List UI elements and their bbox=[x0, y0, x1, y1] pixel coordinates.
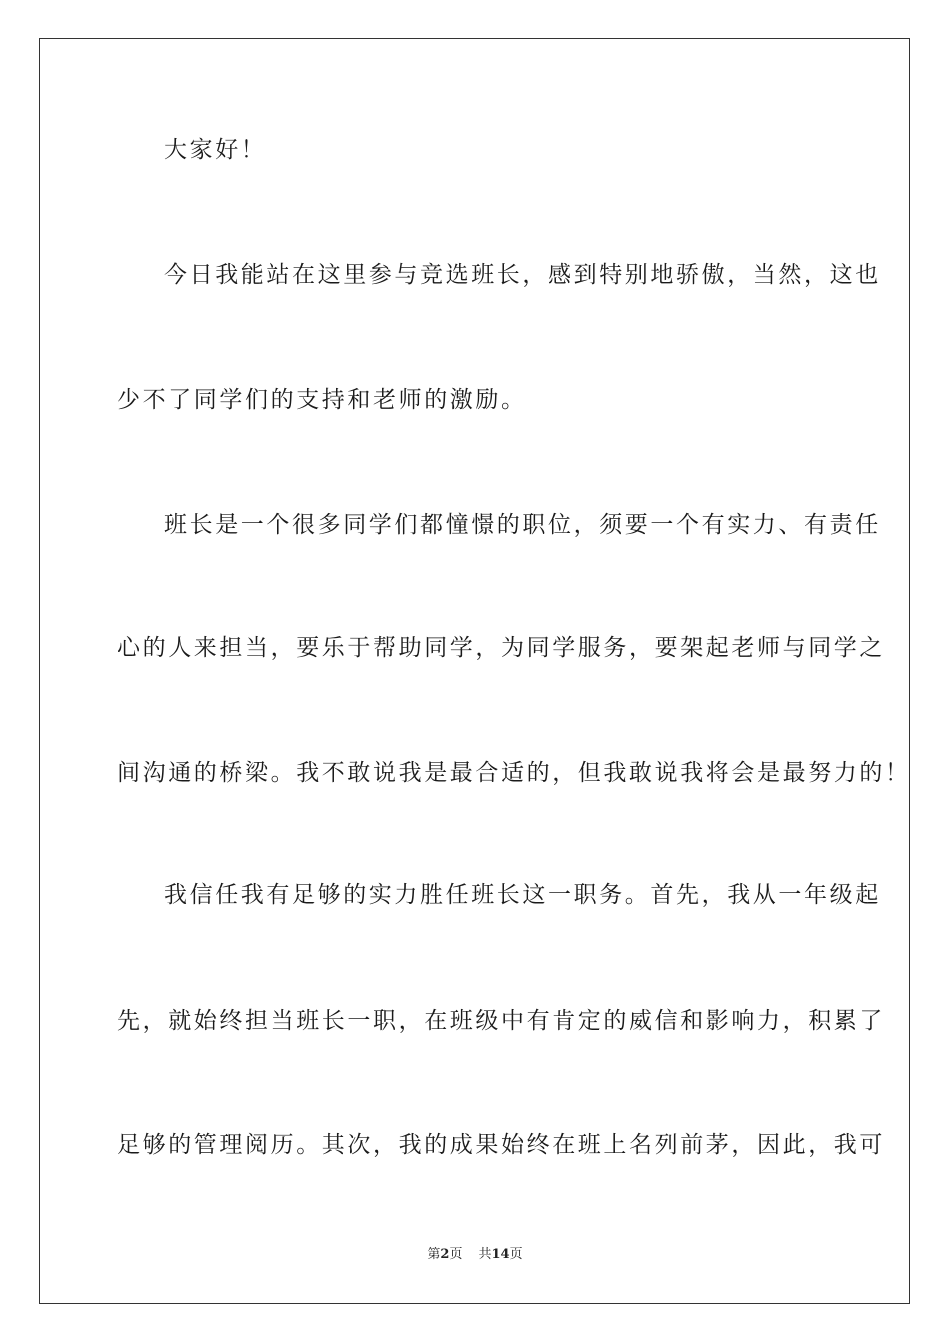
paragraph-2-line-1: 班长是一个很多同学们都憧憬的职位，须要一个有实力、有责任 bbox=[164, 512, 881, 538]
paragraph-1-line-2: 少不了同学们的支持和老师的激励。 bbox=[117, 387, 527, 413]
greeting-line: 大家好！ bbox=[164, 137, 267, 163]
paragraph-2-line-2: 心的人来担当，要乐于帮助同学，为同学服务，要架起老师与同学之 bbox=[117, 635, 885, 661]
page-border bbox=[39, 38, 910, 1304]
paragraph-3-line-3: 足够的管理阅历。其次，我的成果始终在班上名列前茅，因此，我可 bbox=[117, 1132, 885, 1158]
paragraph-1-line-1: 今日我能站在这里参与竞选班长，感到特别地骄傲，当然，这也 bbox=[164, 262, 881, 288]
paragraph-3-line-2: 先，就始终担当班长一职，在班级中有肯定的威信和影响力，积累了 bbox=[117, 1008, 885, 1034]
page-footer bbox=[0, 1246, 950, 1264]
total-prefix: 共 bbox=[478, 1247, 492, 1262]
paragraph-3-line-1: 我信任我有足够的实力胜任班长这一职务。首先，我从一年级起 bbox=[164, 882, 881, 908]
page-prefix: 第 bbox=[427, 1247, 441, 1262]
total-suffix: 页 bbox=[509, 1247, 523, 1262]
paragraph-2-line-3: 间沟通的桥梁。我不敢说我是最合适的，但我敢说我将会是最努力的！ bbox=[117, 760, 911, 786]
page-suffix: 页 bbox=[449, 1247, 463, 1262]
page-current: 2 bbox=[440, 1247, 450, 1262]
page-total: 14 bbox=[491, 1247, 510, 1262]
